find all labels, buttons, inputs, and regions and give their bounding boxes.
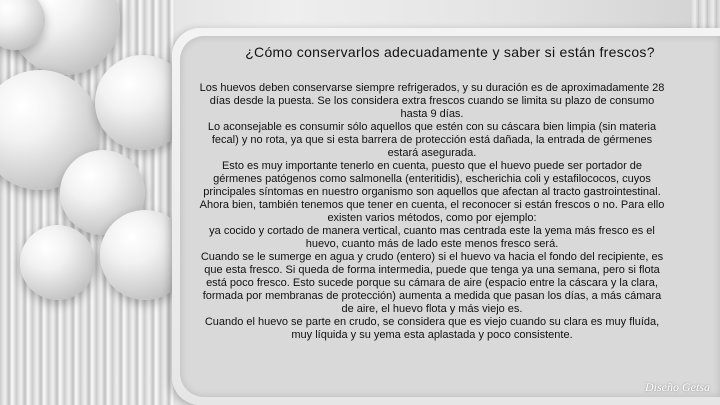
paragraph: Cuando el huevo se parte en crudo, se considera que es viejo cuando su clara es muy fluída, muy líquida y su yema esta aplastada y poco consistente. xyxy=(204,316,660,341)
paragraph: ya cocido y cortado de manera vertical, cuanto mas centrada este la yema más fresco es el huevo, cuanto más de lado este menos fresco será. xyxy=(209,225,655,250)
paragraph: Cuando se le sumerge en agua y crudo (entero) si el huevo va hacia el fondo del recipiente, es que esta fresco. Si queda de forma intermedia, puede que tenga ya una semana, pero si flota está poco fresco. Esto sucede porque su cámara de aire (espacio entre la cáscara y la clara, formada por membranas de protección) aumenta a medida que pasan los días, a más cámara de aire, el huevo flota y más viejo es. xyxy=(200,251,664,315)
paragraph: Los huevos deben conservarse siempre refrigerados, y su duración es de aproximadamente 28 días desde la puesta. Se los considera extra frescos cuando se limita su plazo de consumo hasta 9 días. xyxy=(199,82,665,120)
designer-signature: Diseño Getsa xyxy=(645,380,710,394)
paragraph: Lo aconsejable es consumir sólo aquellos que estén con su cáscara bien limpia (sin materia fecal) y no rota, ya que si esta barrera de protección está dañada, la entrada de gérmenes estará asegurada. xyxy=(207,121,657,159)
slide-body xyxy=(198,82,666,342)
slide-title: ¿Cómo conservarlos adecuadamente y saber si están frescos? xyxy=(245,44,655,60)
decorative-sphere xyxy=(20,225,95,300)
paragraph: Ahora bien, también tenemos que tener en cuenta, el reconocer si están frescos o no. Para ello existen varios métodos, como por ejemplo: xyxy=(199,199,665,224)
paragraph: Esto es muy importante tenerlo en cuenta, puesto que el huevo puede ser portador de gérmenes patógenos como salmonella (enteritidis), escherichia coli y estafilococos, cuyos principales síntomas en nuestro organismo son aquellos que afectan al tracto gastrointestinal. xyxy=(203,160,661,198)
